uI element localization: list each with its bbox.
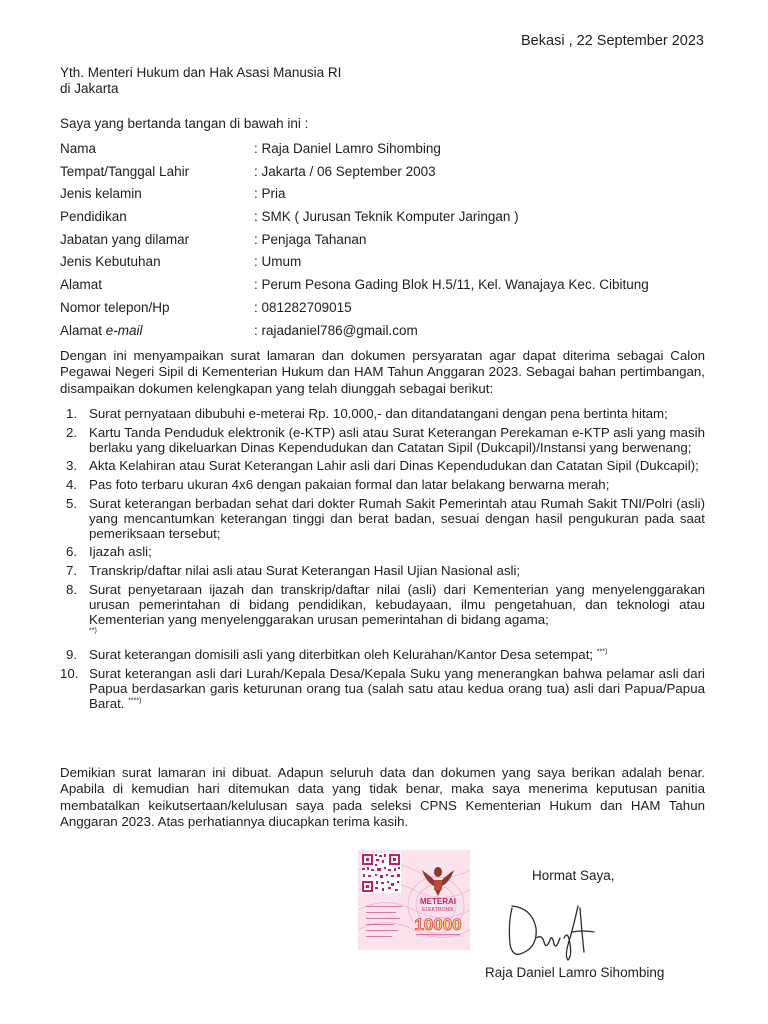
list-item xyxy=(60,648,705,663)
handwritten-signature xyxy=(498,894,608,964)
field-value: : rajadaniel786@gmail.com xyxy=(254,323,418,338)
list-text: Ijazah asli; xyxy=(89,544,152,560)
document-list xyxy=(60,407,705,715)
opening-line: Saya yang bertanda tangan di bawah ini : xyxy=(60,116,309,131)
field-value: : Penjaga Tahanan xyxy=(254,232,366,247)
field-value: : Raja Daniel Lamro Sihombing xyxy=(254,141,441,156)
qr-code xyxy=(361,853,401,893)
list-text: Surat keterangan asli dari Lurah/Kepala Desa/Kepala Suku yang menerangkan bahwa pelamar asli dari Papua berdasarkan garis keturunan orang tua (salah satu atau kedua orang tua) asli dari Papua/Papua Barat. xyxy=(89,665,705,711)
stamp-title: METERAI xyxy=(420,897,456,906)
field-value: : Pria xyxy=(254,186,286,201)
list-item xyxy=(60,583,705,642)
list-text: Surat keterangan berbadan sehat dari dokter Rumah Sakit Pemerintah atau Rumah Sakit TNI/Polri (asli) yang mencantumkan keterangan tinggi dan berat badan, sesuai dengan hasil pengukuran pada saat pemeriksaan tersebut; xyxy=(89,495,705,541)
field-label: Jenis kelamin xyxy=(60,186,142,202)
list-item xyxy=(60,407,705,422)
list-text: Akta Kelahiran atau Surat Keterangan Lahir asli dari Dinas Kependudukan dan Catatan Sipil (Dukcapil); xyxy=(89,458,699,474)
field-value: : 081282709015 xyxy=(254,300,352,315)
list-item xyxy=(60,478,705,493)
list-number: 8. xyxy=(66,581,78,597)
list-item xyxy=(60,426,705,456)
list-text: Surat keterangan domisili asli yang diterbitkan oleh Kelurahan/Kantor Desa setempat; xyxy=(89,647,594,663)
field-label: Nomor telepon/Hp xyxy=(60,299,170,315)
stamp-subtitle: ELEKTRONIK xyxy=(422,907,454,913)
field-label: Alamat xyxy=(60,277,103,293)
list-number: 7. xyxy=(66,563,78,579)
field-label-emphasis: e-mail xyxy=(105,322,143,338)
footnote-marker: ****) xyxy=(128,697,142,705)
signer-name: Raja Daniel Lamro Sihombing xyxy=(485,965,665,980)
list-text: Transkrip/daftar nilai asli atau Surat Keterangan Hasil Ujian Nasional asli; xyxy=(89,563,521,579)
recipient-line-2: di Jakarta xyxy=(60,81,119,96)
footnote-marker: **) xyxy=(89,627,97,635)
list-text: Surat pernyataan dibubuhi e-meterai Rp. 10.000,- dan ditandatangani dengan pena bertinta hitam; xyxy=(89,406,668,421)
closing-paragraph: Demikian surat lamaran ini dibuat. Adapun seluruh data dan dokumen yang saya berikan adalah benar. Apabila di kemudian hari ditemukan data yang tidak benar, maka saya menerima keputusan panitia membatalkan keikutsertaan/kelulusan saya pada seleksi CPNS Kementerian Hukum dan HAM Tahun Anggaran 2023. Atas perhatiannya diucapkan terima kasih. xyxy=(60,765,705,830)
field-label: Nama xyxy=(60,141,97,156)
list-text: Kartu Tanda Penduduk elektronik (e-KTP) asli atau Surat Keterangan Perekaman e-KTP asli yang masih berlaku yang dikeluarkan Dinas Kependudukan dan Catatan Sipil (Dukcapil)/Instansi yang berwenang; xyxy=(89,424,705,455)
regards-line: Hormat Saya, xyxy=(532,868,615,883)
field-label: Jenis Kebutuhan xyxy=(60,254,161,270)
field-value: : SMK ( Jurusan Teknik Komputer Jaringan ) xyxy=(254,209,519,224)
e-meterai-stamp xyxy=(358,850,470,950)
recipient-block xyxy=(60,65,341,97)
list-item xyxy=(60,459,705,474)
list-number: 9. xyxy=(66,647,78,663)
list-item xyxy=(60,667,705,711)
list-text: Surat penyetaraan ijazah dan transkrip/daftar nilai (asli) dari Kementerian yang menyelenggarakan urusan pemerintahan di bidang pendidikan, kebudayaan, ilmu pengetahuan, dan teknologi atau Kementerian yang menyelenggarakan urusan pemerintahan di bidang agama; xyxy=(89,581,705,627)
stamp-amount: 10000 xyxy=(414,915,462,934)
list-number: 3. xyxy=(66,458,78,474)
list-number: 10. xyxy=(60,665,79,681)
list-number: 6. xyxy=(66,544,78,560)
field-value: : Jakarta / 06 September 2003 xyxy=(254,164,436,179)
field-label: Tempat/Tanggal Lahir xyxy=(60,163,190,179)
recipient-line-1: Yth. Menteri Hukum dan Hak Asasi Manusia RI xyxy=(60,65,342,80)
list-item xyxy=(60,545,705,560)
place-date: Bekasi , 22 September 2023 xyxy=(521,33,704,49)
field-value: : Perum Pesona Gading Blok H.5/11, Kel. Wanajaya Kec. Cibitung xyxy=(254,277,649,292)
field-value: : Umum xyxy=(254,254,301,269)
field-label xyxy=(60,323,143,338)
list-number: 4. xyxy=(66,477,78,493)
field-label-prefix: Alamat xyxy=(60,322,106,338)
field-label: Pendidikan xyxy=(60,209,127,225)
field-label: Jabatan yang dilamar xyxy=(60,231,190,247)
list-item xyxy=(60,564,705,579)
list-number: 1. xyxy=(66,406,78,421)
list-number: 5. xyxy=(66,495,78,511)
intro-paragraph: Dengan ini menyampaikan surat lamaran dan dokumen persyaratan agar dapat diterima sebagai Calon Pegawai Negeri Sipil di Kementerian Hukum dan HAM Tahun Anggaran 2023. Sebagai bahan pertimbangan, disampaikan dokumen kelengkapan yang telah diunggah sebagai berikut: xyxy=(60,348,705,396)
footnote-marker: ***) xyxy=(596,648,608,656)
list-item xyxy=(60,497,705,541)
list-text: Pas foto terbaru ukuran 4x6 dengan pakaian formal dan latar belakang berwarna merah; xyxy=(89,477,610,493)
list-number: 2. xyxy=(66,424,78,440)
